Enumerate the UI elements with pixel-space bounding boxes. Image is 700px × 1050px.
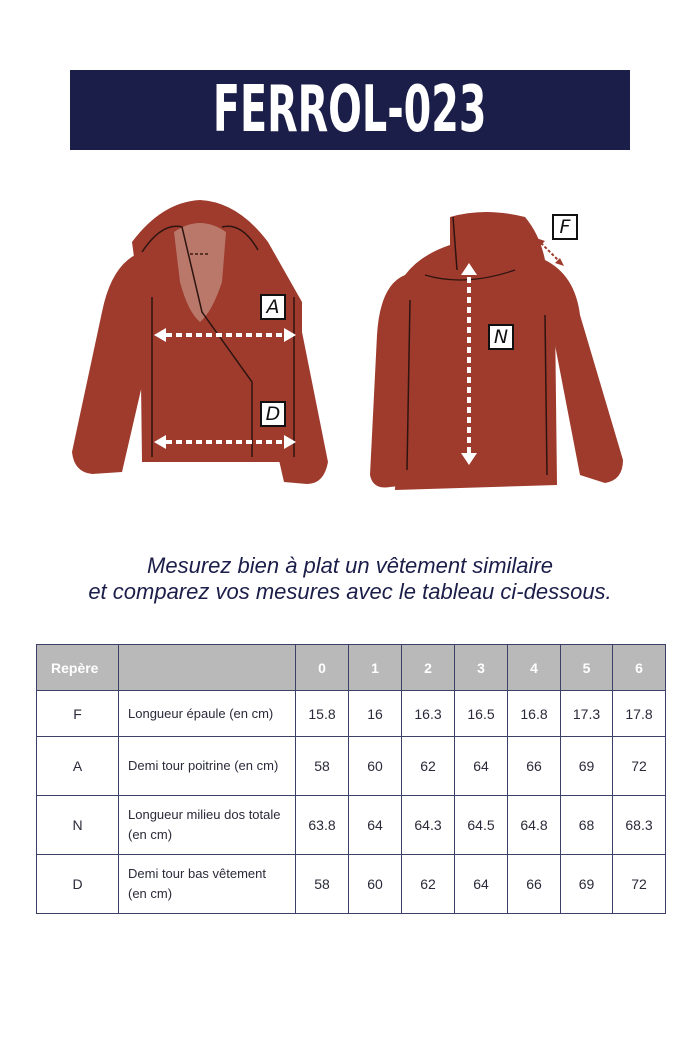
marker-d: D	[260, 401, 286, 427]
cell-value: 64.5	[455, 796, 508, 855]
front-jacket-icon	[62, 192, 338, 492]
title-banner	[70, 70, 630, 150]
cell-value: 62	[402, 855, 455, 914]
cell-value: 17.8	[613, 691, 666, 737]
instruction-line-2: et comparez vos mesures avec le tableau ci-dessous.	[88, 579, 612, 604]
cell-value: 17.3	[561, 691, 613, 737]
row-description: Longueur milieu dos totale (en cm)	[119, 796, 296, 855]
cell-value: 64	[349, 796, 402, 855]
cell-value: 68	[561, 796, 613, 855]
marker-a: A	[260, 294, 286, 320]
table-row	[37, 796, 666, 855]
row-repere: N	[37, 796, 119, 855]
cell-value: 60	[349, 737, 402, 796]
cell-value: 16.5	[455, 691, 508, 737]
row-repere: D	[37, 855, 119, 914]
row-description: Demi tour poitrine (en cm)	[119, 737, 296, 796]
cell-value: 64	[455, 855, 508, 914]
back-jacket-icon	[365, 205, 630, 495]
cell-value: 16.3	[402, 691, 455, 737]
product-title: FERROL-023	[213, 73, 487, 147]
row-description: Longueur épaule (en cm)	[119, 691, 296, 737]
cell-value: 58	[296, 855, 349, 914]
cell-value: 69	[561, 855, 613, 914]
cell-value: 62	[402, 737, 455, 796]
cell-value: 58	[296, 737, 349, 796]
header-size-2: 2	[402, 645, 455, 691]
cell-value: 72	[613, 737, 666, 796]
back-jacket-illustration	[365, 205, 630, 495]
marker-n: N	[488, 324, 514, 350]
measurement-instructions	[0, 553, 700, 605]
front-jacket-illustration	[62, 192, 338, 492]
cell-value: 15.8	[296, 691, 349, 737]
marker-f: F	[552, 214, 578, 240]
cell-value: 64.3	[402, 796, 455, 855]
cell-value: 66	[508, 855, 561, 914]
header-size-4: 4	[508, 645, 561, 691]
header-size-6: 6	[613, 645, 666, 691]
header-size-3: 3	[455, 645, 508, 691]
header-size-0: 0	[296, 645, 349, 691]
table-header-row	[37, 645, 666, 691]
table-row	[37, 855, 666, 914]
cell-value: 63.8	[296, 796, 349, 855]
row-repere: F	[37, 691, 119, 737]
header-description	[119, 645, 296, 691]
instruction-line-1: Mesurez bien à plat un vêtement similaire	[147, 553, 553, 578]
cell-value: 66	[508, 737, 561, 796]
header-size-1: 1	[349, 645, 402, 691]
cell-value: 72	[613, 855, 666, 914]
row-description: Demi tour bas vêtement (en cm)	[119, 855, 296, 914]
cell-value: 64	[455, 737, 508, 796]
cell-value: 64.8	[508, 796, 561, 855]
row-repere: A	[37, 737, 119, 796]
table-row	[37, 691, 666, 737]
cell-value: 69	[561, 737, 613, 796]
header-repere: Repère	[37, 645, 119, 691]
cell-value: 16.8	[508, 691, 561, 737]
size-chart-table	[36, 644, 666, 914]
table-row	[37, 737, 666, 796]
cell-value: 16	[349, 691, 402, 737]
cell-value: 60	[349, 855, 402, 914]
header-size-5: 5	[561, 645, 613, 691]
cell-value: 68.3	[613, 796, 666, 855]
